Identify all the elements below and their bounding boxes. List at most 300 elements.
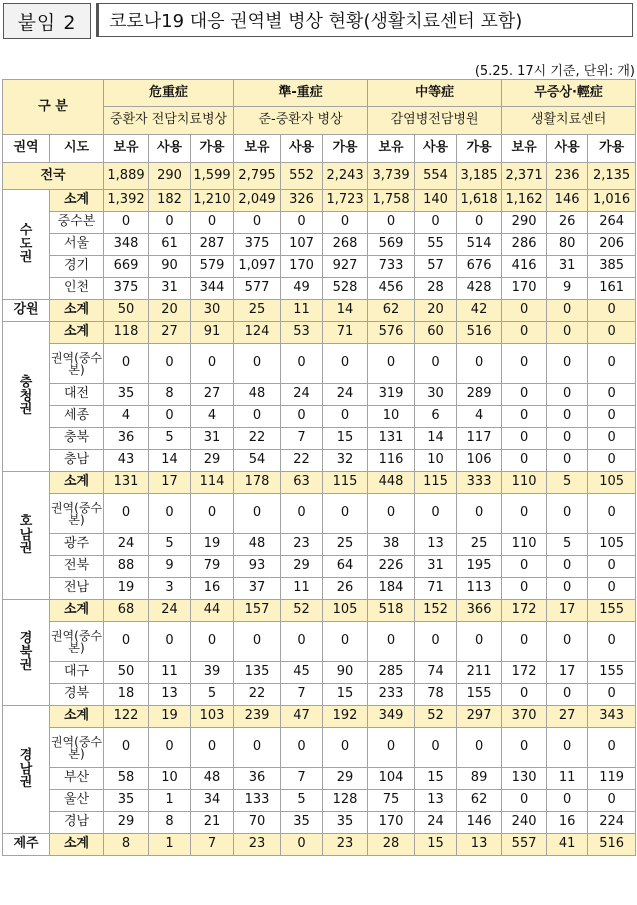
cell-value: 366 [457,600,502,622]
cell-value: 240 [502,812,547,834]
cell-value: 0 [323,728,368,768]
cell-value: 57 [415,256,457,278]
cell-value: 4 [104,406,149,428]
table-row [3,256,636,278]
page-title: 코로나19 대응 권역별 병상 현황(생활치료센터 포함) [96,3,633,37]
table-row [3,450,636,472]
cell-value: 8 [149,812,191,834]
cell-value: 48 [234,534,281,556]
cell-value: 91 [191,322,234,344]
table-row [3,472,636,494]
cell-value: 0 [588,322,636,344]
region-label: 제주 [3,834,50,856]
cell-value: 0 [588,578,636,600]
cell-value: 516 [588,834,636,856]
table-row [3,384,636,406]
cell-value: 7 [281,768,323,790]
city-label: 소계 [50,322,104,344]
national-value: 552 [281,163,323,190]
cell-value: 68 [104,600,149,622]
city-label: 중수본 [50,212,104,234]
cell-value: 0 [104,494,149,534]
cell-value: 192 [323,706,368,728]
cell-value: 110 [502,534,547,556]
cell-value: 115 [323,472,368,494]
region-label-char: 남 [19,761,33,777]
cell-value: 0 [502,344,547,384]
cell-value: 36 [104,428,149,450]
cell-value: 233 [368,684,415,706]
cell-value: 1 [149,834,191,856]
table-row [3,534,636,556]
cell-value: 28 [415,278,457,300]
cell-value: 71 [415,578,457,600]
cell-value: 7 [281,428,323,450]
cell-value: 1,016 [588,190,636,212]
cell-value: 17 [149,472,191,494]
city-label: 권역(중수본) [50,344,104,384]
cell-value: 105 [588,472,636,494]
cell-value: 514 [457,234,502,256]
cell-value: 22 [234,684,281,706]
cell-value: 516 [457,322,502,344]
cell-value: 0 [588,728,636,768]
national-value: 3,739 [368,163,415,190]
bed-status-table [2,79,636,856]
table-row [3,428,636,450]
region-label-char: 도 [19,236,33,252]
city-label: 대구 [50,662,104,684]
cell-value: 0 [368,344,415,384]
cell-value: 0 [281,406,323,428]
category-subheader: 감염병전담병원 [368,107,502,135]
cell-value: 0 [502,622,547,662]
city-label: 소계 [50,472,104,494]
region-label-char: 호 [19,514,33,530]
cell-value: 0 [502,556,547,578]
metric-header: 가용 [191,135,234,163]
city-label: 울산 [50,790,104,812]
cell-value: 448 [368,472,415,494]
cell-value: 1,723 [323,190,368,212]
cell-value: 135 [234,662,281,684]
cell-value: 0 [234,728,281,768]
cell-value: 31 [191,428,234,450]
city-label: 소계 [50,706,104,728]
cell-value: 0 [323,344,368,384]
cell-value: 0 [502,406,547,428]
cell-value: 0 [281,212,323,234]
cell-value: 226 [368,556,415,578]
cell-value: 24 [104,534,149,556]
city-label: 소계 [50,600,104,622]
cell-value: 146 [457,812,502,834]
category-subheader: 중환자 전담치료병상 [104,107,234,135]
cell-value: 456 [368,278,415,300]
cell-value: 161 [588,278,636,300]
cell-value: 5 [149,534,191,556]
cell-value: 0 [457,494,502,534]
cell-value: 15 [415,834,457,856]
cell-value: 182 [149,190,191,212]
cell-value: 118 [104,322,149,344]
cell-value: 0 [281,834,323,856]
table-row [3,728,636,768]
cell-value: 3 [149,578,191,600]
cell-value: 146 [547,190,588,212]
cell-value: 239 [234,706,281,728]
region-label-char: 북 [19,644,33,660]
cell-value: 11 [547,768,588,790]
cell-value: 44 [191,600,234,622]
region-label [3,472,50,600]
cell-value: 28 [368,834,415,856]
cell-value: 206 [588,234,636,256]
cell-value: 326 [281,190,323,212]
table-row [3,834,636,856]
cell-value: 0 [588,384,636,406]
national-value: 290 [149,163,191,190]
cell-value: 170 [502,278,547,300]
cell-value: 90 [149,256,191,278]
cell-value: 0 [547,494,588,534]
cell-value: 19 [149,706,191,728]
metric-header: 보유 [234,135,281,163]
cell-value: 0 [588,406,636,428]
cell-value: 1 [149,790,191,812]
cell-value: 35 [281,812,323,834]
cell-value: 0 [547,578,588,600]
cell-value: 43 [104,450,149,472]
city-label: 충북 [50,428,104,450]
city-label: 경기 [50,256,104,278]
cell-value: 5 [149,428,191,450]
cell-value: 0 [191,344,234,384]
cell-value: 927 [323,256,368,278]
cell-value: 319 [368,384,415,406]
table-row [3,278,636,300]
category-subheader: 준-중환자 병상 [234,107,368,135]
cell-value: 140 [415,190,457,212]
category-header: 危重症 [104,80,234,107]
city-label: 전남 [50,578,104,600]
cell-value: 0 [547,790,588,812]
cell-value: 79 [191,556,234,578]
cell-value: 131 [104,472,149,494]
cell-value: 178 [234,472,281,494]
cell-value: 268 [323,234,368,256]
cell-value: 0 [191,622,234,662]
cell-value: 131 [368,428,415,450]
national-value: 554 [415,163,457,190]
cell-value: 48 [191,768,234,790]
region-label: 강원 [3,300,50,322]
cell-value: 4 [191,406,234,428]
cell-value: 49 [281,278,323,300]
corner-header: 구 분 [3,80,104,135]
city-label: 인천 [50,278,104,300]
cell-value: 50 [104,300,149,322]
cell-value: 0 [234,622,281,662]
cell-value: 10 [368,406,415,428]
city-label: 부산 [50,768,104,790]
cell-value: 0 [547,300,588,322]
cell-value: 75 [368,790,415,812]
cell-value: 22 [234,428,281,450]
national-value: 2,135 [588,163,636,190]
cell-value: 0 [547,728,588,768]
cell-value: 119 [588,768,636,790]
region-label [3,322,50,472]
cell-value: 106 [457,450,502,472]
cell-value: 344 [191,278,234,300]
cell-value: 289 [457,384,502,406]
cell-value: 35 [104,384,149,406]
cell-value: 37 [234,578,281,600]
cell-value: 0 [281,344,323,384]
cell-value: 23 [234,834,281,856]
table-row [3,578,636,600]
region-label [3,190,50,300]
cell-value: 90 [323,662,368,684]
cell-value: 0 [234,406,281,428]
city-label: 경남 [50,812,104,834]
table-row [3,706,636,728]
cell-value: 370 [502,706,547,728]
cell-value: 264 [588,212,636,234]
region-label-char: 권 [19,658,33,674]
cell-value: 114 [191,472,234,494]
table-row [3,344,636,384]
cell-value: 0 [281,728,323,768]
city-label: 경북 [50,684,104,706]
title-bar [0,0,637,42]
national-value: 1,889 [104,163,149,190]
category-header: 準-重症 [234,80,368,107]
cell-value: 170 [281,256,323,278]
cell-value: 1,618 [457,190,502,212]
cell-value: 42 [457,300,502,322]
cell-value: 31 [149,278,191,300]
cell-value: 5 [547,534,588,556]
cell-value: 20 [415,300,457,322]
table-row [3,768,636,790]
cell-value: 27 [547,706,588,728]
cell-value: 105 [323,600,368,622]
table-row [3,622,636,662]
cell-value: 52 [281,600,323,622]
table-row [3,234,636,256]
cell-value: 0 [415,212,457,234]
national-value: 2,371 [502,163,547,190]
cell-value: 26 [547,212,588,234]
cell-value: 1,162 [502,190,547,212]
city-label: 소계 [50,300,104,322]
metric-header: 보유 [502,135,547,163]
cell-value: 0 [588,450,636,472]
cell-value: 0 [149,622,191,662]
cell-value: 0 [588,556,636,578]
cell-value: 93 [234,556,281,578]
table-row [3,300,636,322]
cell-value: 1,210 [191,190,234,212]
cell-value: 74 [415,662,457,684]
cell-value: 0 [191,494,234,534]
cell-value: 333 [457,472,502,494]
cell-value: 25 [323,534,368,556]
cell-value: 24 [281,384,323,406]
cell-value: 0 [415,494,457,534]
category-header: 무증상·輕症 [502,80,636,107]
cell-value: 133 [234,790,281,812]
metric-header: 사용 [415,135,457,163]
city-label: 권역(중수본) [50,622,104,662]
cell-value: 71 [323,322,368,344]
cell-value: 0 [547,450,588,472]
cell-value: 113 [457,578,502,600]
cell-value: 24 [323,384,368,406]
cell-value: 62 [457,790,502,812]
region-label-char: 충 [19,375,33,391]
region-label [3,706,50,834]
cell-value: 0 [547,322,588,344]
cell-value: 152 [415,600,457,622]
cell-value: 0 [323,406,368,428]
table-row [3,684,636,706]
cell-value: 24 [149,600,191,622]
cell-value: 349 [368,706,415,728]
cell-value: 297 [457,706,502,728]
table-row [3,556,636,578]
national-label: 전국 [3,163,104,190]
cell-value: 576 [368,322,415,344]
cell-value: 4 [457,406,502,428]
cell-value: 10 [149,768,191,790]
cell-value: 375 [234,234,281,256]
cell-value: 130 [502,768,547,790]
cell-value: 0 [502,578,547,600]
cell-value: 115 [415,472,457,494]
cell-value: 38 [368,534,415,556]
table-row [3,190,636,212]
metric-header: 가용 [323,135,368,163]
region-label-char: 권 [19,250,33,266]
cell-value: 78 [415,684,457,706]
cell-value: 7 [191,834,234,856]
cell-value: 6 [415,406,457,428]
cell-value: 47 [281,706,323,728]
cell-value: 32 [323,450,368,472]
region-label-char: 권 [19,775,33,791]
cell-value: 0 [368,212,415,234]
cell-value: 0 [502,428,547,450]
cell-value: 0 [104,728,149,768]
cell-value: 116 [368,450,415,472]
cell-value: 0 [547,428,588,450]
cell-value: 27 [149,322,191,344]
cell-value: 195 [457,556,502,578]
cell-value: 23 [323,834,368,856]
cell-value: 39 [191,662,234,684]
cell-value: 117 [457,428,502,450]
cell-value: 35 [104,790,149,812]
cell-value: 224 [588,812,636,834]
region-label-char: 남 [19,527,33,543]
cell-value: 0 [502,790,547,812]
cell-value: 0 [234,212,281,234]
cell-value: 124 [234,322,281,344]
city-label: 권역(중수본) [50,494,104,534]
cell-value: 416 [502,256,547,278]
table-row [3,662,636,684]
cell-value: 0 [415,728,457,768]
table-row [3,790,636,812]
category-subheader: 생활치료센터 [502,107,636,135]
region-label-char: 권 [19,541,33,557]
cell-value: 19 [191,534,234,556]
cell-value: 34 [191,790,234,812]
cell-value: 8 [104,834,149,856]
table-row [3,406,636,428]
cell-value: 52 [415,706,457,728]
metric-header: 보유 [104,135,149,163]
cell-value: 0 [368,494,415,534]
cell-value: 35 [323,812,368,834]
cell-value: 0 [457,728,502,768]
cell-value: 0 [502,728,547,768]
cell-value: 0 [104,622,149,662]
cell-value: 577 [234,278,281,300]
cell-value: 128 [323,790,368,812]
cell-value: 0 [588,300,636,322]
city-label: 서울 [50,234,104,256]
cell-value: 0 [104,344,149,384]
cell-value: 0 [415,622,457,662]
cell-value: 17 [547,600,588,622]
cell-value: 15 [323,684,368,706]
cell-value: 41 [547,834,588,856]
cell-value: 5 [547,472,588,494]
cell-value: 122 [104,706,149,728]
cell-value: 31 [415,556,457,578]
metric-header: 가용 [588,135,636,163]
region-label-char: 경 [19,631,33,647]
cell-value: 29 [191,450,234,472]
cell-value: 287 [191,234,234,256]
metric-header: 보유 [368,135,415,163]
cell-value: 184 [368,578,415,600]
cell-value: 18 [104,684,149,706]
cell-value: 21 [191,812,234,834]
cell-value: 0 [457,344,502,384]
cell-value: 36 [234,768,281,790]
cell-value: 1,097 [234,256,281,278]
cell-value: 16 [547,812,588,834]
cell-value: 0 [149,344,191,384]
cell-value: 518 [368,600,415,622]
cell-value: 0 [502,450,547,472]
cell-value: 0 [502,322,547,344]
cell-value: 19 [104,578,149,600]
region-label [3,600,50,706]
cell-value: 0 [234,494,281,534]
cell-value: 23 [281,534,323,556]
table-row [3,494,636,534]
cell-value: 0 [323,212,368,234]
cell-value: 733 [368,256,415,278]
cell-value: 348 [104,234,149,256]
cell-value: 13 [415,534,457,556]
